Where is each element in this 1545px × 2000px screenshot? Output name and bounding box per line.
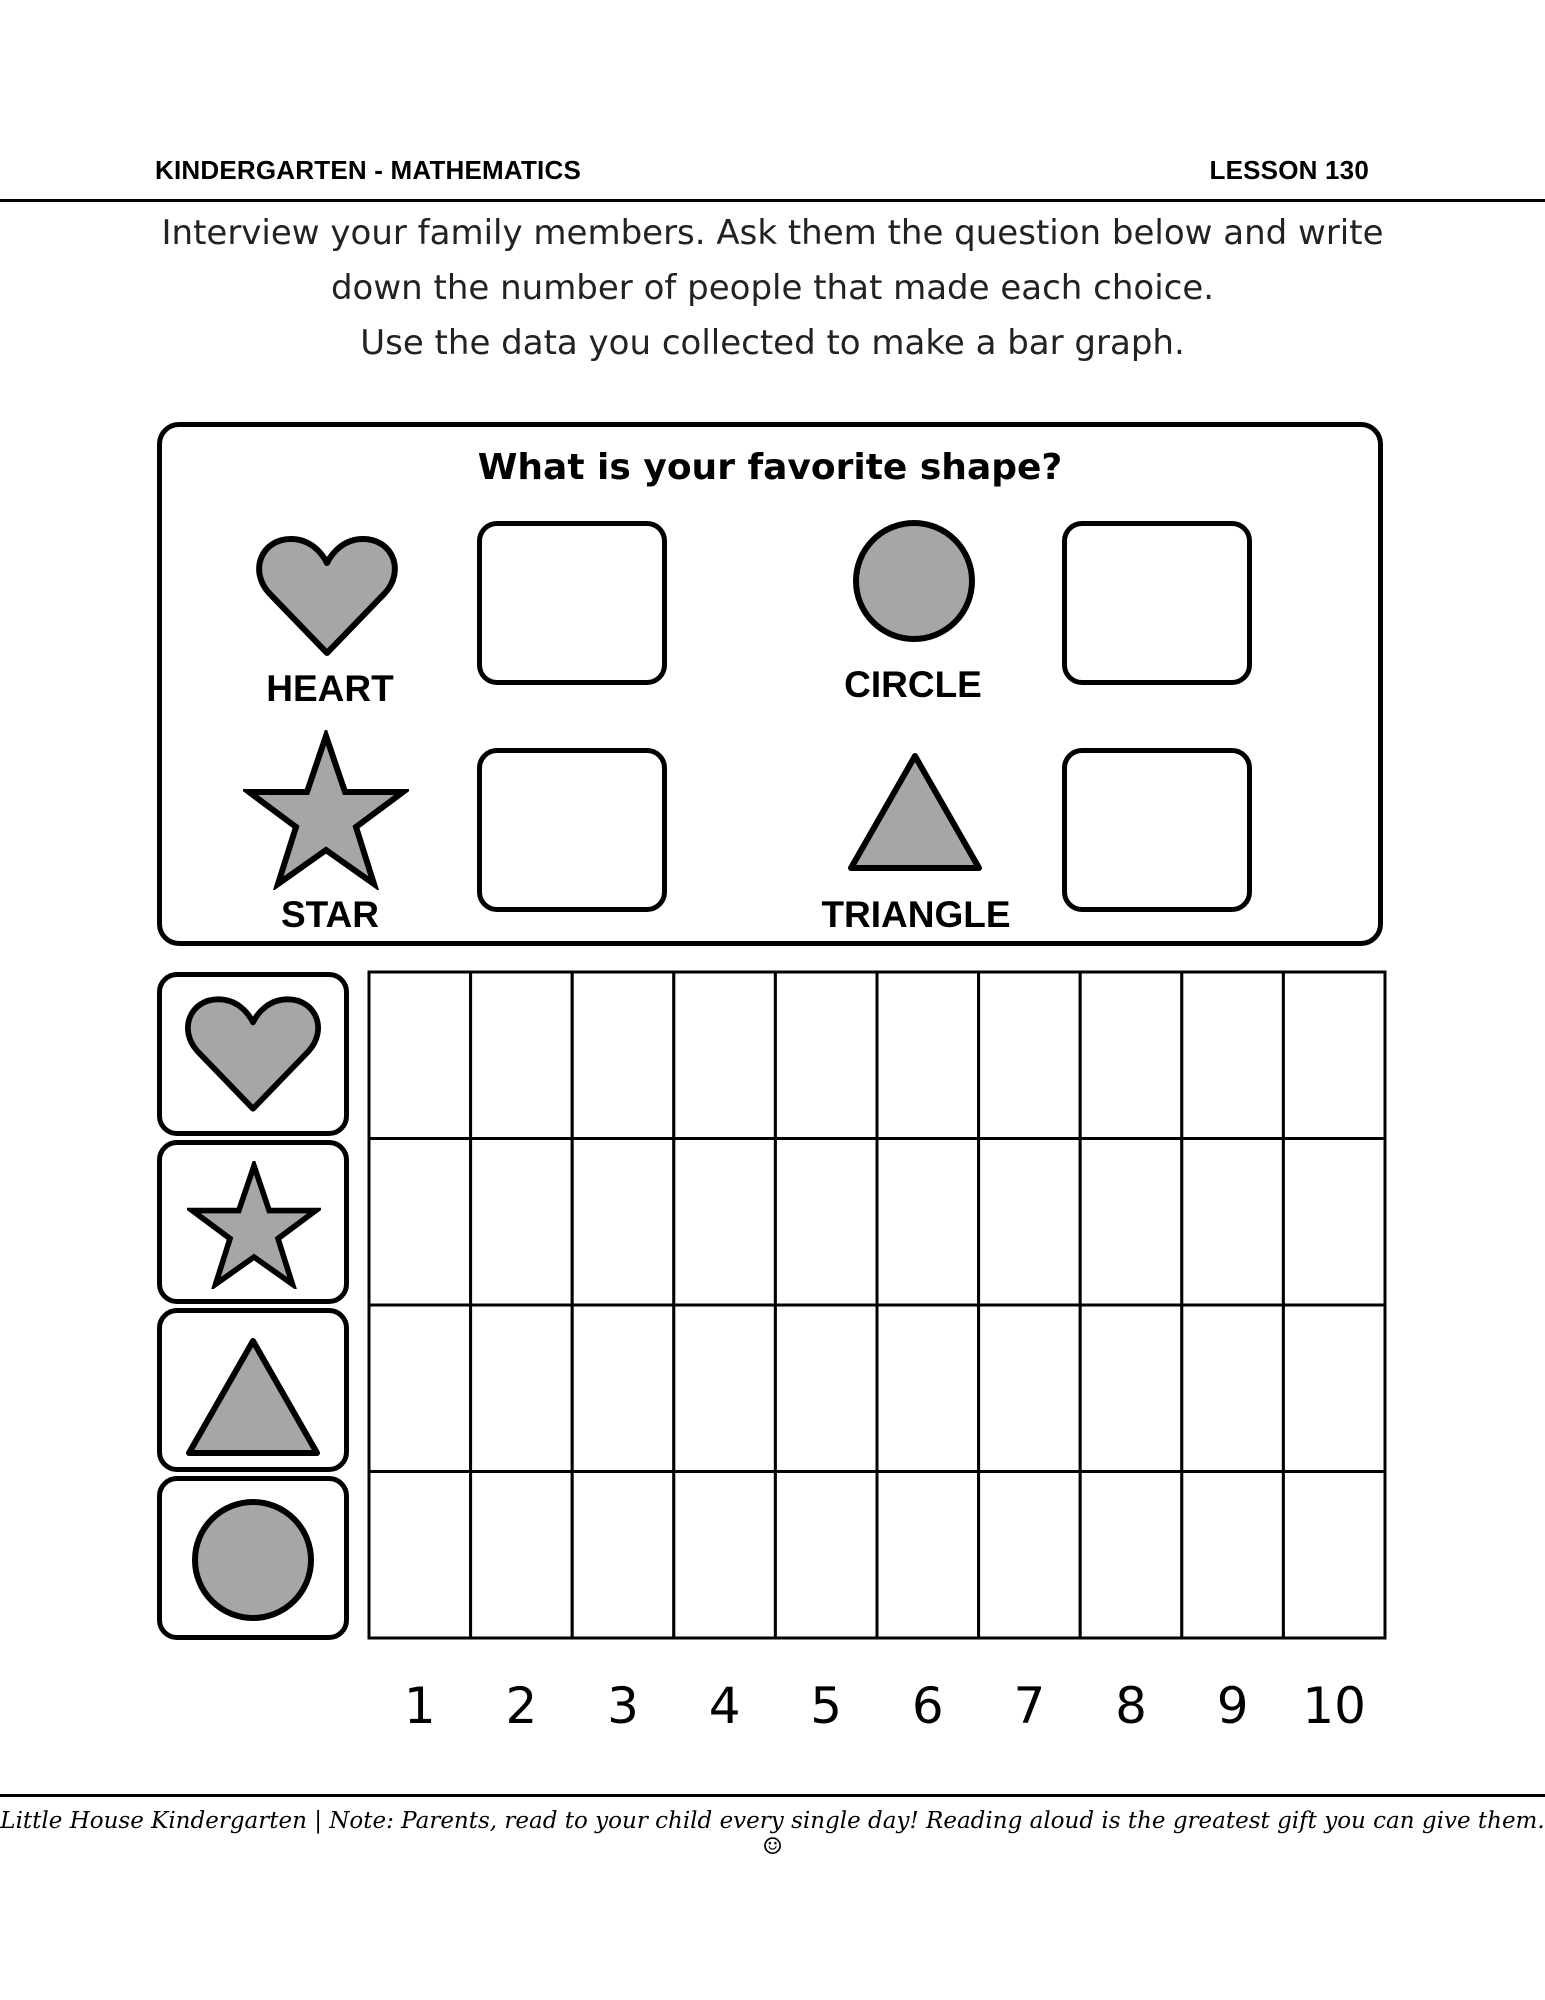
graph-cell[interactable] <box>369 1139 471 1306</box>
star-icon <box>187 1161 321 1289</box>
instructions <box>80 206 1465 371</box>
graph-cell[interactable] <box>471 1472 573 1639</box>
graph-cell[interactable] <box>979 1472 1081 1639</box>
graph-cell[interactable] <box>979 1305 1081 1472</box>
instruction-line: down the number of people that made each choice. <box>330 268 1215 308</box>
graph-cell[interactable] <box>1182 1472 1284 1639</box>
triangle-icon <box>182 1333 324 1459</box>
survey-question: What is your favorite shape? <box>477 447 1063 488</box>
graph-cell[interactable] <box>1283 1305 1385 1472</box>
footer-divider <box>0 1794 1545 1797</box>
graph-cell[interactable] <box>369 972 471 1139</box>
graph-cell[interactable] <box>674 1305 776 1472</box>
triangle-icon <box>845 748 985 874</box>
graph-cell[interactable] <box>1080 1139 1182 1306</box>
graph-cell[interactable] <box>1080 1305 1182 1472</box>
graph-column-number: 7 <box>1013 1677 1046 1735</box>
graph-cell[interactable] <box>979 1139 1081 1306</box>
graph-cell[interactable] <box>572 1472 674 1639</box>
shape-label-circle: CIRCLE <box>844 664 982 705</box>
circle-icon <box>851 518 977 644</box>
graph-cell[interactable] <box>877 1139 979 1306</box>
graph-cell[interactable] <box>775 1472 877 1639</box>
graph-cell[interactable] <box>1182 1139 1284 1306</box>
graph-cell[interactable] <box>877 972 979 1139</box>
shape-label-triangle: TRIANGLE <box>821 894 1011 935</box>
graph-cell[interactable] <box>572 1139 674 1306</box>
graph-cell[interactable] <box>471 972 573 1139</box>
tally-box-circle[interactable] <box>1062 521 1252 685</box>
graph-row-icon-triangle <box>157 1308 349 1472</box>
graph-cell[interactable] <box>1080 972 1182 1139</box>
graph-row-icon-star <box>157 1140 349 1304</box>
footer-note: Little House Kindergarten | Note: Parents, read to your child every single day! Reading aloud is the greatest gift you can give them. ☺ <box>0 1808 1545 1860</box>
graph-column-number: 5 <box>810 1677 843 1735</box>
graph-cell[interactable] <box>775 972 877 1139</box>
graph-cell[interactable] <box>369 1305 471 1472</box>
tally-box-heart[interactable] <box>477 521 667 685</box>
graph-cell[interactable] <box>369 1472 471 1639</box>
graph-column-number: 4 <box>708 1677 741 1735</box>
star-icon <box>243 730 409 890</box>
graph-cell[interactable] <box>1182 972 1284 1139</box>
graph-row-icon-circle <box>157 1476 349 1640</box>
graph-column-number: 9 <box>1216 1677 1249 1735</box>
graph-column-number: 6 <box>911 1677 944 1735</box>
graph-cell[interactable] <box>979 972 1081 1139</box>
graph-cell[interactable] <box>572 972 674 1139</box>
graph-cell[interactable] <box>1283 1472 1385 1639</box>
bar-graph-grid <box>367 970 1387 1640</box>
graph-column-number: 10 <box>1302 1677 1366 1735</box>
graph-cell[interactable] <box>674 972 776 1139</box>
header-divider <box>0 199 1545 202</box>
tally-box-triangle[interactable] <box>1062 748 1252 912</box>
graph-cell[interactable] <box>471 1305 573 1472</box>
shape-label-star: STAR <box>281 894 379 935</box>
instruction-line: Interview your family members. Ask them the question below and write <box>161 213 1384 253</box>
graph-column-number: 1 <box>403 1677 436 1735</box>
shape-label-heart: HEART <box>266 668 394 709</box>
graph-cell[interactable] <box>877 1472 979 1639</box>
instruction-line: Use the data you collected to make a bar graph. <box>360 323 1185 363</box>
graph-column-number: 2 <box>505 1677 538 1735</box>
subject-heading: KINDERGARTEN - MATHEMATICS <box>155 155 581 185</box>
graph-cell[interactable] <box>1080 1472 1182 1639</box>
graph-cell[interactable] <box>775 1139 877 1306</box>
graph-row-icon-heart <box>157 972 349 1136</box>
graph-cell[interactable] <box>674 1472 776 1639</box>
graph-cell[interactable] <box>674 1139 776 1306</box>
graph-cell[interactable] <box>1283 1139 1385 1306</box>
heart-icon <box>182 993 324 1115</box>
heart-icon <box>253 533 401 659</box>
graph-cell[interactable] <box>1182 1305 1284 1472</box>
circle-icon <box>190 1497 316 1623</box>
graph-cell[interactable] <box>471 1139 573 1306</box>
graph-cell[interactable] <box>775 1305 877 1472</box>
graph-column-number: 8 <box>1115 1677 1147 1735</box>
graph-cell[interactable] <box>1283 972 1385 1139</box>
graph-column-number: 3 <box>607 1677 639 1735</box>
tally-box-star[interactable] <box>477 748 667 912</box>
lesson-number: LESSON 130 <box>1209 155 1369 185</box>
graph-cell[interactable] <box>877 1305 979 1472</box>
graph-cell[interactable] <box>572 1305 674 1472</box>
